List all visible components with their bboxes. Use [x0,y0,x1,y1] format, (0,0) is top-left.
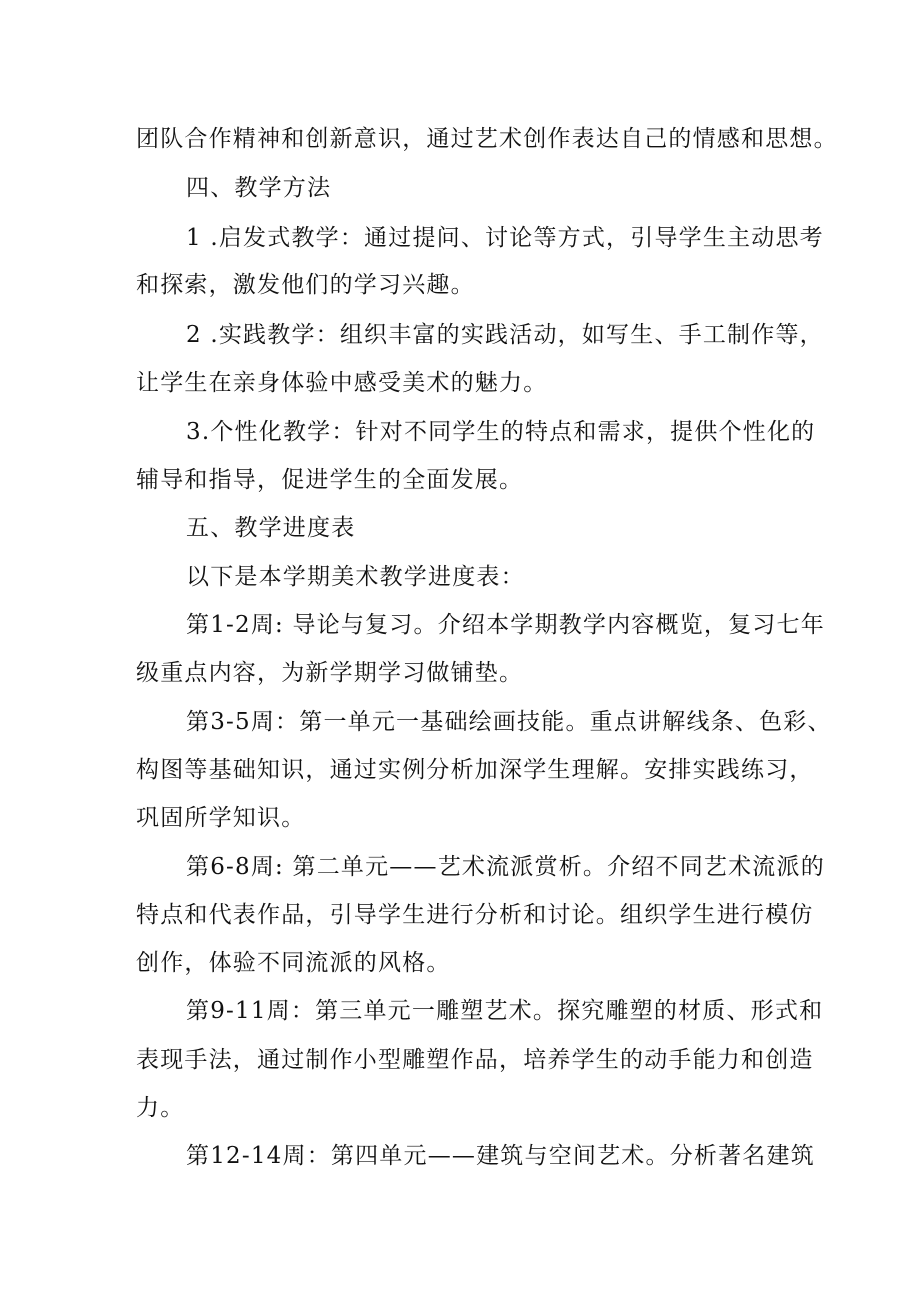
schedule-week-12-14: 第12-14周：第四单元——建筑与空间艺术。分析著名建筑 [186,1143,815,1169]
paragraph-line: 特点和代表作品，引导学生进行分析和讨论。组织学生进行模仿 [136,902,814,928]
paragraph-line: 以下是本学期美术教学进度表： [186,564,525,590]
paragraph-line: 创作，体验不同流派的风格。 [136,950,451,976]
paragraph-line: 团队合作精神和创新意识，通过艺术创作表达自己的情感和思想。 [136,126,838,152]
paragraph-line: 力。 [136,1095,185,1121]
paragraph-line: 和探索，激发他们的学习兴趣。 [136,272,475,298]
paragraph-line: 表现手法，通过制作小型雕塑作品，培养学生的动手能力和创造 [136,1047,814,1073]
schedule-week-9-11: 第9-11周：第三单元一雕塑艺术。探究雕塑的材质、形式和 [186,998,824,1024]
section-heading-schedule: 五、教学进度表 [186,515,356,541]
paragraph-line: 构图等基础知识，通过实例分析加深学生理解。安排实践练习， [136,757,814,783]
paragraph-line: 让学生在亲身体验中感受美术的魅力。 [136,370,548,396]
paragraph-line: 2 .实践教学：组织丰富的实践活动，如写生、手工制作等， [186,322,824,348]
paragraph-line: 3.个性化教学：针对不同学生的特点和需求，提供个性化的 [186,419,816,445]
schedule-week-3-5: 第3-5周：第一单元一基础绘画技能。重点讲解线条、色彩、 [186,709,832,735]
paragraph-line: 级重点内容，为新学期学习做铺垫。 [136,660,524,686]
paragraph-line: 辅导和指导，促进学生的全面发展。 [136,467,524,493]
paragraph-line: 巩固所学知识。 [136,805,306,831]
paragraph-line: 1 .启发式教学：通过提问、讨论等方式，引导学生主动思考 [186,225,824,251]
schedule-week-6-8: 第6-8周: 第二单元——艺术流派赏析。介绍不同艺术流派的 [186,854,825,880]
schedule-week-1-2: 第1-2周: 导论与复习。介绍本学期教学内容概览，复习七年 [186,612,825,638]
section-heading-teaching-methods: 四、教学方法 [186,175,332,201]
